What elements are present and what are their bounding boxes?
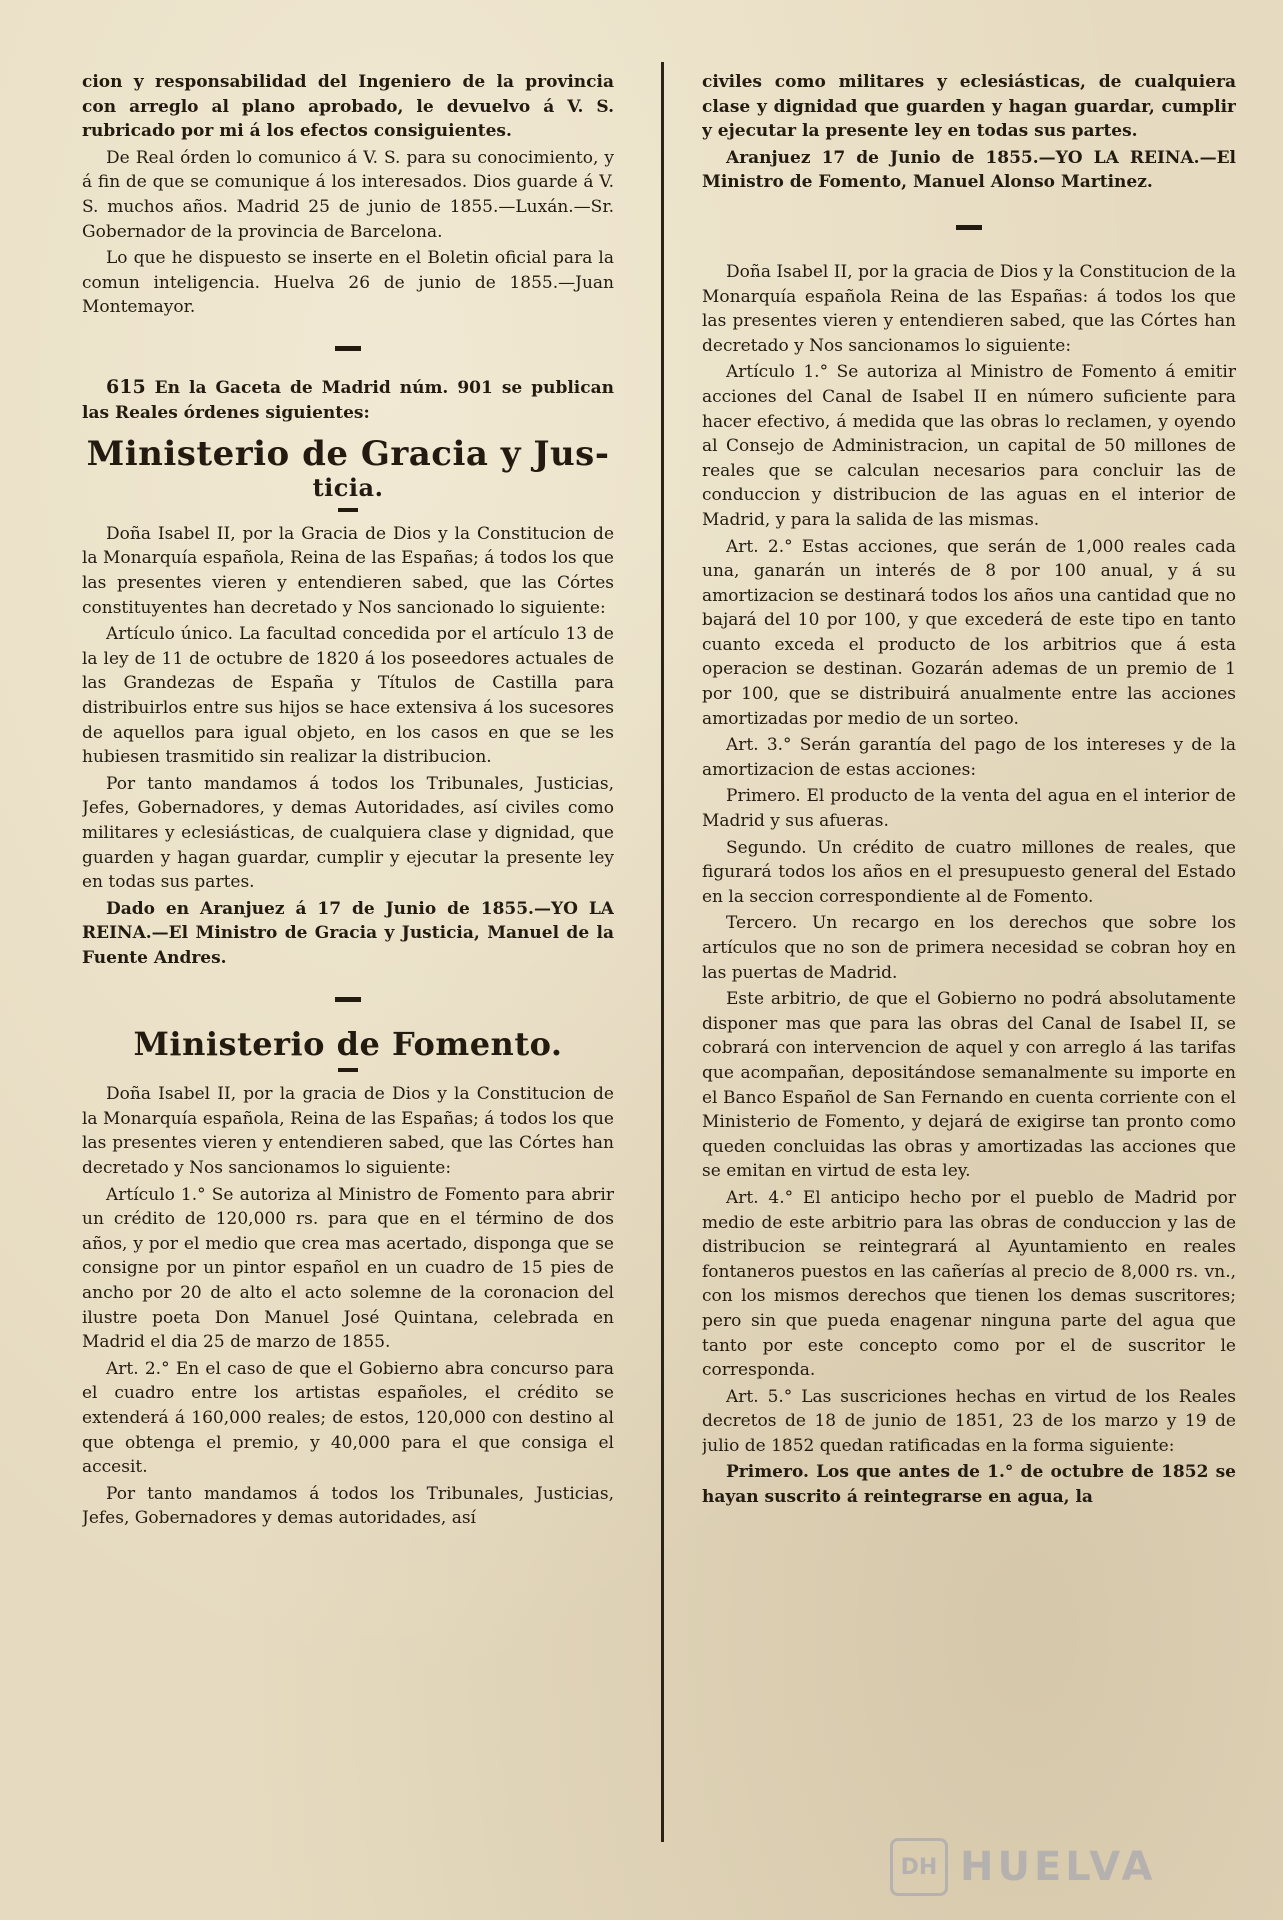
right-column [702,70,1236,1890]
decree-paragraph: Doña Isabel II, por la gracia de Dios y la Constitucion de la Monarquía española, Reina de las Españas; á todos los que las presentes vieren y entendieren sabed, que las Córtes han decretado y Nos sancionamos lo siguiente: [82,1084,614,1179]
decree-paragraph: Artículo único. La facultad concedida por el artículo 13 de la ley de 11 de octubre de 1820 á los poseedores actuales de las Grandezas de España y Títulos de Castilla para distribuirlos entre sus hijos se hace extensiva á los sucesores de aquellos para igual objeto, en los casos en que se les hubiesen trasmitido sin realizar la distribucion. [82,624,614,768]
decree-signature: Dado en Aranjuez á 17 de Junio de 1855.—YO LA REINA.—El Ministro de Gracia y Justicia, Manuel de la Fuente Andres. [82,898,614,968]
section-divider [956,225,982,230]
title-divider [338,508,358,512]
continuation-paragraph: cion y responsabilidad del Ingeniero de la provincia con arreglo al plano aprobado, le devuelvo á V. S. rubricado por mi á los efectos consiguientes. [82,72,614,142]
section-divider [335,346,361,351]
decree-paragraph: Tercero. Un recargo en los derechos que sobre los artículos que no son de primera necesidad se cobran hoy en las puertas de Madrid. [702,913,1236,983]
column-rule [661,62,664,1842]
notice-text: En la Gaceta de Madrid núm. 901 se publican las Reales órdenes siguientes: [82,377,614,423]
huelva-watermark [890,1832,1220,1902]
decree-paragraph: Doña Isabel II, por la gracia de Dios y la Constitucion de la Monarquía española Reina de las Españas: á todos los que las presentes vieren y entendieren sabed, que las Córtes han decretado y Nos sancionamos lo siguiente: [702,261,1236,356]
title-divider [338,1068,358,1072]
section-divider [335,997,361,1002]
continuation-paragraph: civiles como militares y eclesiásticas, de cualquiera clase y dignidad que guarden y hagan guardar, cumplir y ejecutar la presente ley en todas sus partes. [702,72,1236,142]
decree-paragraph: Primero. Los que antes de 1.° de octubre de 1852 se hayan suscrito á reintegrarse en agua, la [702,1462,1236,1508]
watermark-text: HUELVA [960,1844,1157,1890]
decree-paragraph: Por tanto mandamos á todos los Tribunales, Justicias, Jefes, Gobernadores, y demas Autoridades, así civiles como militares y eclesiásticas, de cualquiera clase y dignidad, que guarden y hagan guardar, cumplir y ejecutar la presente ley en todas sus partes. [82,773,614,893]
decree-paragraph: Art. 4.° El anticipo hecho por el pueblo de Madrid por medio de este arbitrio para las obras de conduccion y las de distribucion se reintegrará al Ayuntamiento en reales fontaneros puestos en las cañerías al precio de 8,000 rs. vn., con los mismos derechos que tienen los demas suscritores; pero sin que pueda enagenar ninguna parte del agua que tanto por este concepto como por el de suscritor le corresponda. [702,1187,1236,1381]
decree-paragraph: Artículo 1.° Se autoriza al Ministro de Fomento á emitir acciones del Canal de Isabel II en número suficiente para hacer efectivo, á medida que las obras lo reclamen, y oyendo al Consejo de Administracion, un capital de 50 millones de reales que se calculan necesarios para concluir las de conduccion y distribucion de las aguas en el interior de Madrid, y para la salida de las mismas. [702,362,1236,530]
left-column [82,70,614,1890]
decree-paragraph: Doña Isabel II, por la Gracia de Dios y la Constitucion de la Monarquía española, Reina de las Españas; á todos los que las presentes vieren y entendieren sabed, que las Córtes constituyentes han decretado y Nos sancionado lo siguiente: [82,523,614,618]
continuation-paragraph: De Real órden lo comunico á V. S. para su conocimiento, y á fin de que se comunique á los interesados. Dios guarde á V. S. muchos años. Madrid 25 de junio de 1855.—Luxán.—Sr. Gobernador de la provincia de Barcelona. [82,147,614,242]
notice-paragraph [82,375,614,425]
decree-paragraph: Art. 2.° En el caso de que el Gobierno abra concurso para el cuadro entre los artistas españoles, el crédito se extenderá á 160,000 reales; de estos, 120,000 con destino al que obtenga el premio, y 40,000 para el que consiga el accesit. [82,1358,614,1478]
decree-paragraph: Este arbitrio, de que el Gobierno no podrá absolutamente disponer mas que para las obras del Canal de Isabel II, se cobrará con intervencion de aquel y con arreglo á las tarifas que acompañan, depositándose semanalmente su importe en el Banco Español de San Fernando en cuenta corriente con el Ministerio de Fomento, y dejará de exigirse tan pronto como queden concluidas las obras y amortizadas las acciones que se emitan en virtud de esta ley. [702,989,1236,1182]
notice-number: 615 [106,375,146,398]
decree-paragraph: Art. 2.° Estas acciones, que serán de 1,000 reales cada una, ganarán un interés de 8 por 100 anual, y á su amortizacion se destinará todos los años una cantidad que no bajará del 10 por 100, y que excederá de este tipo en tanto cuanto exceda el producto de los arbitrios que á esta operacion se destinan. Gozarán ademas de un premio de 1 por 100, que se distribuirá anualmente entre las acciones amortizadas por medio de un sorteo. [702,536,1236,729]
ministry-gracia-title-main: Ministerio de Gracia y Jus- [86,434,610,475]
decree-paragraph: Primero. El producto de la venta del agua en el interior de Madrid y sus afueras. [702,786,1236,832]
decree-paragraph: Art. 3.° Serán garantía del pago de los intereses y de la amortizacion de estas acciones: [702,735,1236,780]
decree-paragraph: Por tanto mandamos á todos los Tribunales, Justicias, Jefes, Gobernadores y demas autoridades, así [82,1483,614,1529]
decree-signature: Aranjuez 17 de Junio de 1855.—YO LA REINA.—El Ministro de Fomento, Manuel Alonso Martinez. [702,147,1236,193]
decree-paragraph: Artículo 1.° Se autoriza al Ministro de Fomento para abrir un crédito de 120,000 rs. para que en el término de dos años, y por el medio que crea mas acertado, disponga que se consigne por un pintor español en un cuadro de 15 pies de ancho por 20 de alto el acto solemne de la coronacion del ilustre poeta Don Manuel José Quintana, celebrada en Madrid el dia 25 de marzo de 1855. [82,1184,614,1353]
decree-paragraph: Art. 5.° Las suscriciones hechas en virtud de los Reales decretos de 18 de junio de 1851, 23 de los marzo y 19 de julio de 1852 quedan ratificadas en la forma siguiente: [702,1386,1236,1456]
ministry-gracia-title-cont: ticia. [312,473,384,503]
watermark-logo-icon: DH [890,1838,948,1896]
ministry-fomento-title: Ministerio de Fomento. [133,1024,563,1063]
decree-paragraph: Segundo. Un crédito de cuatro millones de reales, que figurará todos los años en el presupuesto general del Estado en la seccion correspondiente al de Fomento. [702,837,1236,907]
ministry-gracia-title [82,435,614,502]
continuation-paragraph: Lo que he dispuesto se inserte en el Boletin oficial para la comun inteligencia. Huelva 26 de junio de 1855.—Juan Montemayor. [82,248,614,318]
